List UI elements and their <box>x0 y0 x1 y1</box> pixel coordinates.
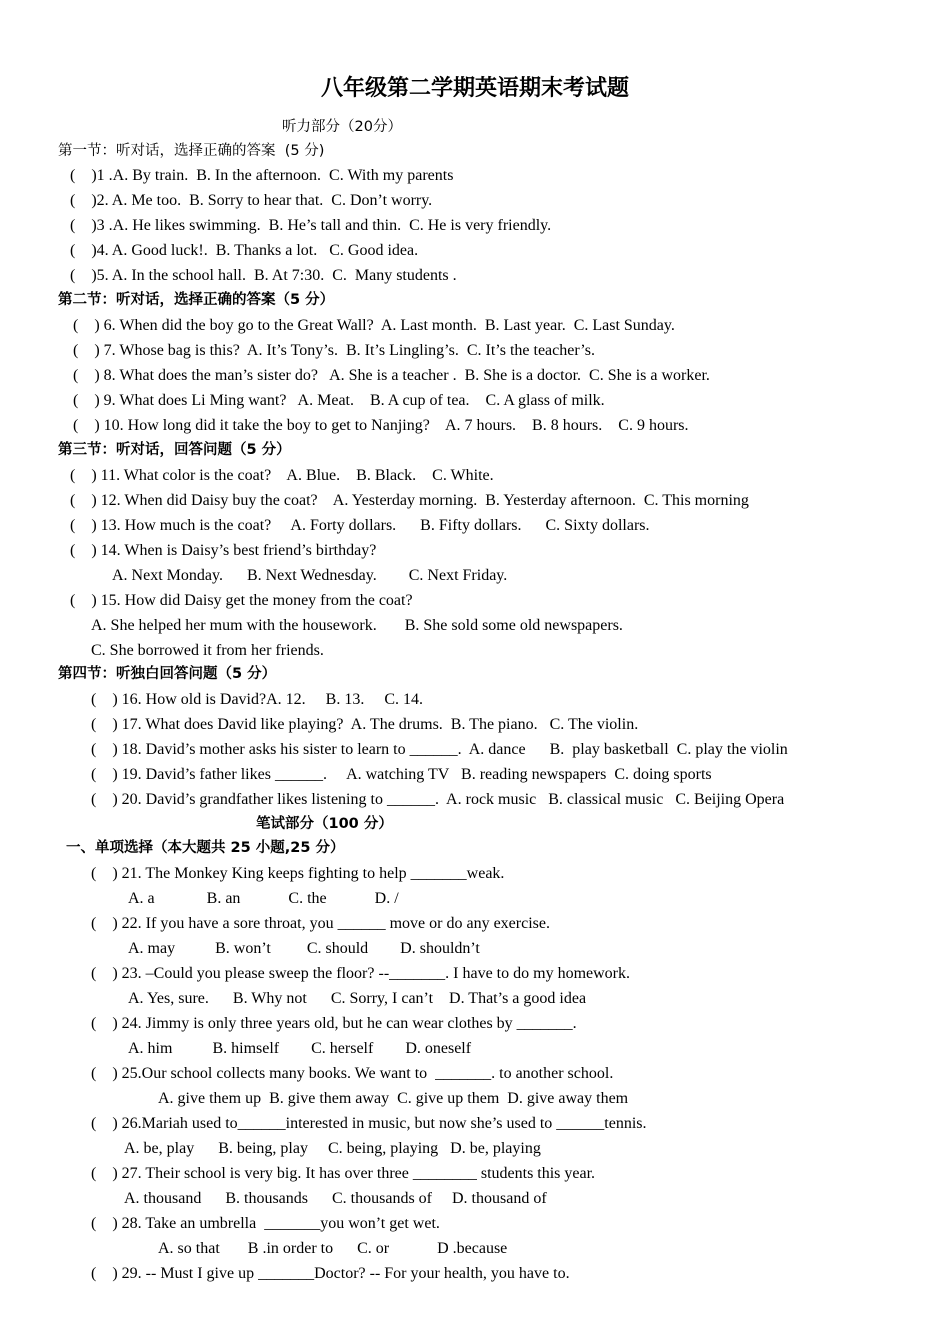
question-14-options: A. Next Monday. B. Next Wednesday. C. Next Friday. <box>112 567 508 584</box>
question-25-options: A. give them up B. give them away C. give up them D. give away them <box>158 1090 629 1107</box>
question-29: ( ) 29. -- Must I give up _______Doctor? -- For your health, you have to. <box>91 1265 570 1282</box>
section-heading-part3: 第三节：听对话，回答问题（5 分） <box>58 442 291 458</box>
question-1: ( )1 .A. By train. B. In the afternoon. C. With my parents <box>70 167 454 184</box>
question-6: ( ) 6. When did the boy go to the Great Wall? A. Last month. B. Last year. C. Last Sunday. <box>73 317 675 334</box>
question-26: ( ) 26.Mariah used to______interested in music, but now she’s used to ______tennis. <box>91 1115 647 1132</box>
question-10: ( ) 10. How long did it take the boy to get to Nanjing? A. 7 hours. B. 8 hours. C. 9 hours. <box>73 417 689 434</box>
question-27: ( ) 27. Their school is very big. It has over three ________ students this year. <box>91 1165 596 1182</box>
question-2: ( )2. A. Me too. B. Sorry to hear that. C. Don’t worry. <box>70 192 433 209</box>
page-title: 八年级第二学期英语期末考试题 <box>320 76 629 101</box>
question-5: ( )5. A. In the school hall. B. At 7:30. C. Many students . <box>70 267 457 284</box>
question-25: ( ) 25.Our school collects many books. We want to _______. to another school. <box>91 1065 614 1082</box>
question-24: ( ) 24. Jimmy is only three years old, but he can wear clothes by _______. <box>91 1015 577 1032</box>
question-23-options: A. Yes, sure. B. Why not C. Sorry, I can’t D. That’s a good idea <box>128 990 587 1007</box>
question-15: ( ) 15. How did Daisy get the money from the coat? <box>70 592 413 609</box>
question-13: ( ) 13. How much is the coat? A. Forty dollars. B. Fifty dollars. C. Sixty dollars. <box>70 517 650 534</box>
question-26-options: A. be, play B. being, play C. being, playing D. be, playing <box>124 1140 541 1157</box>
question-9: ( ) 9. What does Li Ming want? A. Meat. B. A cup of tea. C. A glass of milk. <box>73 392 605 409</box>
question-21-options: A. a B. an C. the D. / <box>128 890 399 907</box>
question-14: ( ) 14. When is Daisy’s best friend’s birthday? <box>70 542 377 559</box>
question-22-options: A. may B. won’t C. should D. shouldn’t <box>128 940 480 957</box>
question-22: ( ) 22. If you have a sore throat, you ______ move or do any exercise. <box>91 915 550 932</box>
section-heading-part2: 第二节：听对话，选择正确的答案（5 分） <box>58 292 335 308</box>
question-15-option-c: C. She borrowed it from her friends. <box>91 642 324 659</box>
question-24-options: A. him B. himself C. herself D. oneself <box>128 1040 472 1057</box>
section-heading-part1: 第一节：听对话，选择正确的答案 (5 分) <box>58 143 325 159</box>
question-18: ( ) 18. David’s mother asks his sister to learn to ______. A. dance B. play basketball C. play the violin <box>91 741 788 758</box>
question-4: ( )4. A. Good luck!. B. Thanks a lot. C. Good idea. <box>70 242 419 259</box>
question-19: ( ) 19. David’s father likes ______. A. watching TV B. reading newspapers C. doing sports <box>91 766 712 783</box>
question-8: ( ) 8. What does the man’s sister do? A. She is a teacher . B. She is a doctor. C. She is a worker. <box>73 367 710 384</box>
question-21: ( ) 21. The Monkey King keeps fighting to help _______weak. <box>91 865 505 882</box>
question-17: ( ) 17. What does David like playing? A. The drums. B. The piano. C. The violin. <box>91 716 639 733</box>
question-28-options: A. so that B .in order to C. or D .because <box>158 1240 508 1257</box>
question-28: ( ) 28. Take an umbrella _______you won’t get wet. <box>91 1215 440 1232</box>
question-23: ( ) 23. –Could you please sweep the floor? --_______. I have to do my homework. <box>91 965 630 982</box>
section-heading-part4: 第四节：听独白回答问题（5 分） <box>58 666 277 682</box>
question-3: ( )3 .A. He likes swimming. B. He’s tall and thin. C. He is very friendly. <box>70 217 552 234</box>
question-7: ( ) 7. Whose bag is this? A. It’s Tony’s. B. It’s Lingling’s. C. It’s the teacher’s. <box>73 342 595 359</box>
section-heading-choice: 一、单项选择（本大题共 25 小题,25 分） <box>66 840 345 856</box>
question-11: ( ) 11. What color is the coat? A. Blue. B. Black. C. White. <box>70 467 494 484</box>
question-15-options-ab: A. She helped her mum with the housework. B. She sold some old newspapers. <box>91 617 623 634</box>
question-20: ( ) 20. David’s grandfather likes listening to ______. A. rock music B. classical music C. Beijing Opera <box>91 791 785 808</box>
question-27-options: A. thousand B. thousands C. thousands of D. thousand of <box>124 1190 547 1207</box>
section-heading-listening: 听力部分（20分） <box>282 119 402 135</box>
question-12: ( ) 12. When did Daisy buy the coat? A. Yesterday morning. B. Yesterday afternoon. C. This morning <box>70 492 749 509</box>
question-16: ( ) 16. How old is David?A. 12. B. 13. C. 14. <box>91 691 423 708</box>
section-heading-written: 笔试部分（100 分） <box>256 816 393 832</box>
